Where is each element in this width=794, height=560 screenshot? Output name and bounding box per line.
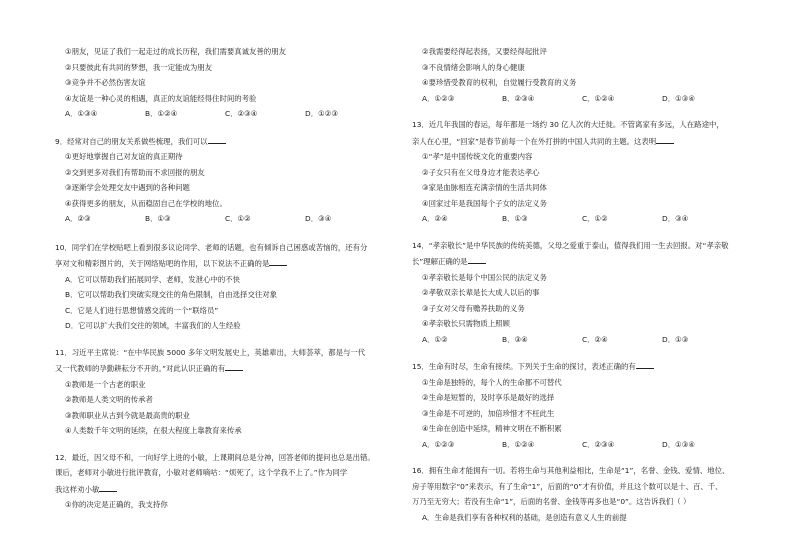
option-item: ②子女只有在父母身边才能表达孝心 xyxy=(422,167,540,177)
option-item: ④孝亲敬长只需物质上照顾 xyxy=(422,319,510,329)
choice-d: D．③④ xyxy=(662,214,689,224)
choice-a: A．②③ xyxy=(65,214,91,224)
option-item: ①孝亲敬长是每个中国公民的法定义务 xyxy=(422,272,547,282)
option-item: ④回家过年是我国每个子女的法定义务 xyxy=(422,198,547,208)
question-12 xyxy=(55,454,405,510)
question-13 xyxy=(412,121,752,224)
option-item: ①“孝”是中国传统文化的重要内容 xyxy=(422,152,533,162)
choice-b: B．①②④ xyxy=(145,109,178,119)
choice-c: C．①② xyxy=(582,214,608,224)
option-item: ④获得更多的朋友，从而稳固自己在学校的地位。 xyxy=(65,198,227,208)
option-item: B．它可以帮助我们突破实现交往的角色限制，自由选择交往对象 xyxy=(65,290,278,300)
answer-blank xyxy=(225,364,243,371)
answer-choices xyxy=(422,441,752,450)
stem-line: 15．生命有时尽，生命有接续。下列关于生命的探讨，表述正确的有 xyxy=(412,362,636,372)
stem-line: 13．近几年我国的春运，每年都是一场约 30 亿人次的大迁徙。不管离家有多远，人在路途中， xyxy=(412,120,724,130)
option-item: ①教师是一个古老的职业 xyxy=(65,379,146,389)
question-stem xyxy=(55,244,405,269)
left-column xyxy=(55,48,405,517)
stem-line: 14．“孝亲敬长”是中华民族的传统美德，父母之爱重于泰山，值得我们用一生去回报。对“孝亲敬 xyxy=(412,240,729,250)
option-item: ③逐渐学会处理交友中遇到的各种问题 xyxy=(65,183,190,193)
stem-line: 12．最近，因父母不和，一向好学上进的小敏，上课期间总是分神，回答老师的提问也总是出错。 xyxy=(55,452,375,462)
answer-blank xyxy=(468,257,486,264)
stem-line: 长”理解正确的是 xyxy=(412,257,468,267)
stem-line: 我这样劝小敏 xyxy=(55,484,100,494)
option-item: ①你的决定是正确的，我支持你 xyxy=(65,500,168,510)
choice-d: D．①②③ xyxy=(305,109,338,119)
option-item: ④人类数千年文明的延续，在很大程度上靠教育来传承 xyxy=(65,426,242,436)
question-stem xyxy=(55,137,405,147)
choice-a: A．①②③ xyxy=(422,439,455,449)
choice-c: C．②④ xyxy=(582,334,608,344)
choice-b: B．①②④ xyxy=(502,439,535,449)
option-item: D．它可以扩大我们交往的领域，丰富我们的人生经验 xyxy=(65,321,241,331)
option-item: ②我需要经得起表扬，又要经得起批评 xyxy=(422,47,547,56)
question-12-continued xyxy=(412,48,752,103)
stem-line: 万乃至无穷大；若没有生命“1”，后面的名誉、金钱等再多也是“0”。这告诉我们（ ） xyxy=(412,497,691,507)
option-item: ④友谊是一种心灵的相遇，真正的友谊能经得住时间的考验 xyxy=(65,93,257,103)
option-item: ①生命是独特的，每个人的生命都不可替代 xyxy=(422,377,562,387)
choice-d: D．①③ xyxy=(662,334,689,344)
answer-choices xyxy=(422,336,752,345)
question-stem xyxy=(412,467,752,507)
option-item: ②生命是短暂的，及时享乐是最好的选择 xyxy=(422,393,555,403)
option-item: ③不良情绪会影响人的身心健康 xyxy=(422,62,525,72)
question-10 xyxy=(55,244,405,331)
answer-choices xyxy=(422,95,752,104)
option-item: ②交到更多对我们有帮助而不求回报的朋友 xyxy=(65,167,205,177)
choice-d: D．①③④ xyxy=(662,439,695,449)
stem-line: 享对文和精彩图片的，关于网络贴吧的作用，以下说法不正确的是 xyxy=(55,259,270,269)
answer-blank xyxy=(636,362,654,369)
question-9 xyxy=(55,137,405,224)
choice-b: B．③④ xyxy=(502,334,528,344)
answer-choices xyxy=(65,110,405,119)
option-item: ②只要彼此有共同的梦想，我一定能成为朋友 xyxy=(65,62,213,72)
option-item: ③教师职业从古到今就是最高贵的职业 xyxy=(65,410,190,420)
question-15 xyxy=(412,362,752,449)
stem-line: 16．拥有生命才能拥有一切。若将生命与其他利益相比，生命是“1”，名誉、金钱、爱情、地位、 xyxy=(412,466,730,476)
option-item: ①更好地掌握自己对友谊的真正期待 xyxy=(65,152,183,162)
question-14 xyxy=(412,242,752,345)
choice-b: B．②③④ xyxy=(502,93,535,103)
answer-choices xyxy=(422,215,752,224)
choice-c: C．②③④ xyxy=(582,439,615,449)
question-8-continued xyxy=(55,48,405,119)
choice-a: A．①② xyxy=(422,334,448,344)
option-item: ①朋友，见证了我们一起走过的成长历程，我们需要真诚友善的朋友 xyxy=(65,47,286,56)
answer-blank xyxy=(99,485,117,492)
stem-line: 房子等用数字“0”来表示，有了生命“1”，后面的“0”才有价值，并且这个数可以是十、百、千、 xyxy=(412,481,723,491)
question-stem xyxy=(412,362,752,372)
choice-b: B．①③ xyxy=(502,214,528,224)
right-column xyxy=(412,48,752,529)
option-item: A．它可以帮助我们拓展同学、老师，发泄心中的不快 xyxy=(65,274,241,284)
question-stem xyxy=(55,454,405,495)
option-item: ③生命是不可逆的，加倍珍惜才不枉此生 xyxy=(422,408,555,418)
stem-line: 又一代教师的孕勤耕耘分不开的。”对此认识正确的有 xyxy=(55,364,226,374)
choice-a: A．②④ xyxy=(422,214,448,224)
choice-a: A．①③④ xyxy=(65,109,98,119)
choice-c: C．①② xyxy=(225,214,251,224)
answer-blank xyxy=(656,137,674,144)
question-11 xyxy=(55,349,405,436)
option-item: ④生命在创造中延续，精神文明在不断积累 xyxy=(422,424,562,434)
stem-line: 11．习近平主席说：“在中华民族 5000 多年文明发展史上，英雄辈出，大师荟萃，都是与一代 xyxy=(55,347,366,357)
choice-d: D．③④ xyxy=(305,214,332,224)
stem-line: 10．同学们在学校贴吧上看到很多议论同学、老师的话题，也有倾诉自己困惑或苦恼的，还有分 xyxy=(55,242,368,252)
question-stem xyxy=(412,242,752,267)
stem-line: 9．经常对自己的朋友关系做些梳理，我们可以 xyxy=(55,136,208,146)
option-item: ②教师是人类文明的传承者 xyxy=(65,395,153,405)
option-item: ③竞争并不必然伤害友谊 xyxy=(65,78,146,88)
choice-c: C．①②④ xyxy=(582,93,615,103)
option-item: ③子女对父母有赡养扶助的义务 xyxy=(422,303,525,313)
answer-blank xyxy=(269,259,287,266)
option-item: ④要珍惜受教育的权利，自觉履行受教育的义务 xyxy=(422,78,577,88)
question-stem xyxy=(412,121,752,146)
question-16 xyxy=(412,467,752,522)
question-stem xyxy=(55,349,405,374)
option-item: C．它是人们进行思想情感交流的一个“联络员” xyxy=(65,305,219,315)
choice-c: C．②③④ xyxy=(225,109,258,119)
stem-line: 课后，老师对小敏进行批评教育，小敏对老师嘀咕：“烦死了，这个学我不上了。”作为同学 xyxy=(55,468,348,478)
answer-blank xyxy=(208,137,226,144)
option-item: ②孝敬双亲长辈是长大成人以后的事 xyxy=(422,288,540,298)
option-item: ③家是血脉相连充满亲情的生活共同体 xyxy=(422,183,547,193)
answer-choices xyxy=(65,215,405,224)
stem-line: 亲人在心里，“回家”是春节前每一个在外打拼的中国人共同的主题。这表明 xyxy=(412,136,657,146)
choice-a: A．①②③ xyxy=(422,93,455,103)
option-item: A．生命是我们享有各种权利的基础，是创造有意义人生的前提 xyxy=(422,512,627,522)
choice-b: B．①③ xyxy=(145,214,171,224)
choice-d: D．①③④ xyxy=(662,93,695,103)
